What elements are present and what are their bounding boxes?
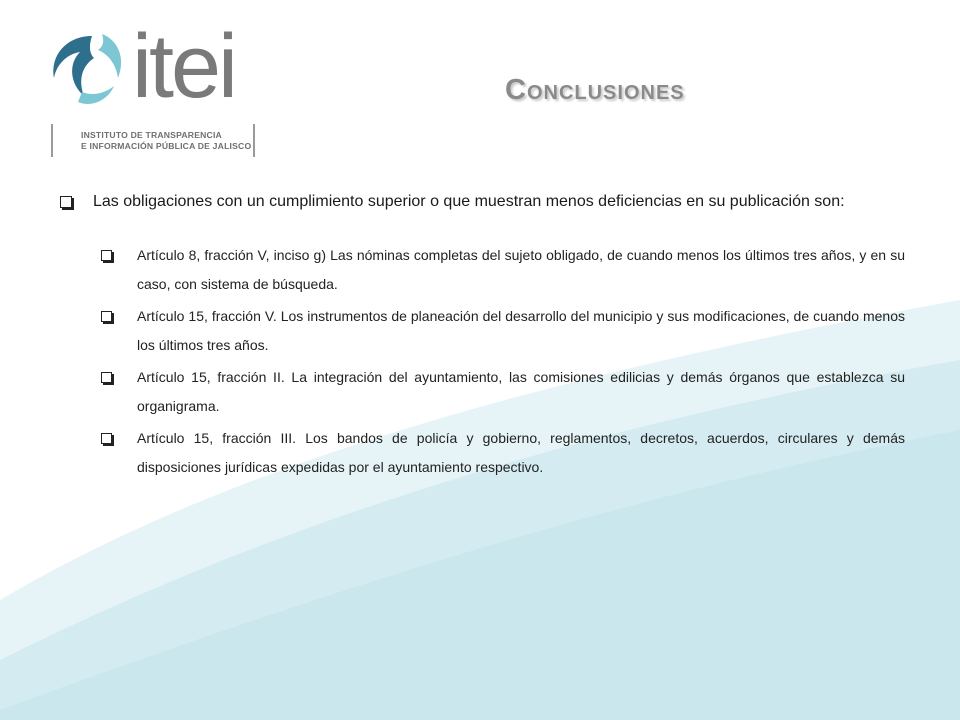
list-item <box>101 424 905 482</box>
checkbox-square-icon <box>101 433 112 444</box>
itei-logo <box>48 17 263 160</box>
logo-divider-left <box>51 124 53 157</box>
checkbox-square-icon <box>101 372 112 383</box>
logo-wordmark: itei <box>132 17 236 117</box>
list-item-text: Artículo 15, fracción V. Los instrumentos de planeación del desarrollo del municipio y sus modificaciones, de cuando menos los últimos tres años. <box>137 308 905 353</box>
list-item-text: Artículo 15, fracción II. La integración del ayuntamiento, las comisiones edilicias y demás órganos que establezca su organigrama. <box>137 369 905 414</box>
list-item <box>101 302 905 360</box>
list-item-text: Artículo 8, fracción V, inciso g) Las nóminas completas del sujeto obligado, de cuando menos los últimos tres años, y en su caso, con sistema de búsqueda. <box>137 247 905 292</box>
checkbox-square-icon <box>60 196 72 208</box>
checkbox-square-icon <box>101 250 112 261</box>
logo-subtitle-line2: E INFORMACIÓN PÚBLICA DE JALISCO <box>81 141 252 151</box>
main-bullet-text: Las obligaciones con un cumplimiento superior o que muestran menos deficiencias en su publicación son: <box>93 193 845 210</box>
main-bullet-point <box>60 186 905 218</box>
sub-bullet-list <box>101 241 905 482</box>
logo-divider-right <box>253 124 255 157</box>
list-item <box>101 241 905 299</box>
logo-subtitle <box>81 130 251 152</box>
logo-subtitle-line1: INSTITUTO DE TRANSPARENCIA <box>81 130 222 140</box>
checkbox-square-icon <box>101 311 112 322</box>
slide-content <box>60 186 905 485</box>
logo-swirl-icon <box>48 30 128 110</box>
slide-title: Conclusiones <box>505 74 685 106</box>
list-item-text: Artículo 15, fracción III. Los bandos de policía y gobierno, reglamentos, decretos, acuerdos, circulares y demás disposiciones jurídicas expedidas por el ayuntamiento respectivo. <box>137 430 905 475</box>
list-item <box>101 363 905 421</box>
